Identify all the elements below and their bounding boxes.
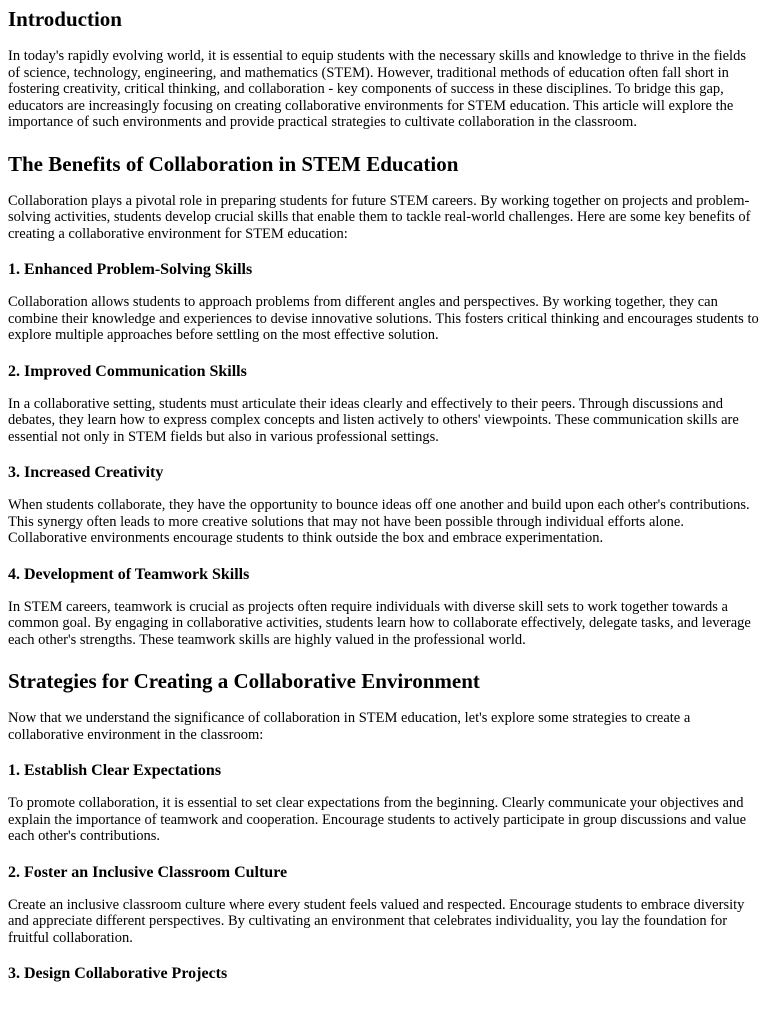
benefit-heading-creativity: 3. Increased Creativity <box>8 464 164 481</box>
benefits-heading: The Benefits of Collaboration in STEM Education <box>8 151 459 176</box>
intro-heading: Introduction <box>8 7 122 31</box>
intro-paragraph: In today's rapidly evolving world, it is essential to equip students with the necessary skills and knowledge to thrive in the fields of science, technology, engineering, and mathematics (STEM). However, traditional methods of education often fall short in fostering creativity, critical thinking, and collaboration - key components of success in these disciplines. To bridge this gap, educators are increasingly focusing on creating collaborative environments for STEM education. This article will explore the importance of such environments and provide practical strategies to cultivate collaboration in the classroom. <box>8 48 746 130</box>
benefit-heading-problem-solving: 1. Enhanced Problem-Solving Skills <box>8 261 253 278</box>
strategy-paragraph-inclusive-culture: Create an inclusive classroom culture where every student feels valued and respected. Encourage students to embrace diversity and appreciate different perspectives. By cultivating an environment that celebrates individuality, you lay the foundation for fruitful collaboration. <box>8 896 745 946</box>
benefit-heading-communication: 2. Improved Communication Skills <box>8 362 247 380</box>
benefit-paragraph-teamwork: In STEM careers, teamwork is crucial as projects often require individuals with diverse skill sets to work together towards a common goal. By engaging in collaborative activities, students learn how to collaborate effectively, delegate tasks, and leverage each other's strengths. These teamwork skills are highly valued in the professional world. <box>8 598 751 648</box>
benefit-paragraph-creativity: When students collaborate, they have the opportunity to bounce ideas off one another and build upon each other's contributions. This synergy often leads to more creative solutions that may not have been possible through individual efforts alone. Collaborative environments encourage students to think outside the box and embrace experimentation. <box>8 497 750 546</box>
strategy-paragraph-expectations: To promote collaboration, it is essential to set clear expectations from the beginning. Clearly communicate your objectives and explain the importance of teamwork and cooperation. Encourage students to actively participate in group discussions and value each other's contributions. <box>8 795 747 844</box>
benefit-paragraph-communication: In a collaborative setting, students must articulate their ideas clearly and effectively to their peers. Through discussions and debates, they learn how to express complex concepts and listen actively to others' viewpoints. These communication skills are essential not only in STEM fields but also in various professional settings. <box>8 395 739 445</box>
benefits-paragraph: Collaboration plays a pivotal role in preparing students for future STEM careers. By working together on projects and problem-solving activities, students develop crucial skills that enable them to tackle real-world challenges. Here are some key benefits of creating a collaborative environment for STEM education: <box>8 192 751 242</box>
strategy-heading-collaborative-projects: 3. Design Collaborative Projects <box>8 965 228 982</box>
strategies-paragraph: Now that we understand the significance of collaboration in STEM education, let's explore some strategies to create a collaborative environment in the classroom: <box>8 710 691 743</box>
benefit-heading-teamwork: 4. Development of Teamwork Skills <box>8 565 250 583</box>
benefit-paragraph-problem-solving: Collaboration allows students to approach problems from different angles and perspectives. By working together, they can combine their knowledge and experiences to devise innovative solutions. This fosters critical thinking and encourages students to explore multiple approaches before settling on the most effective solution. <box>8 294 759 343</box>
strategy-heading-inclusive-culture: 2. Foster an Inclusive Classroom Culture <box>8 863 288 881</box>
strategy-heading-expectations: 1. Establish Clear Expectations <box>8 762 222 779</box>
strategies-heading: Strategies for Creating a Collaborative Environment <box>8 669 480 693</box>
